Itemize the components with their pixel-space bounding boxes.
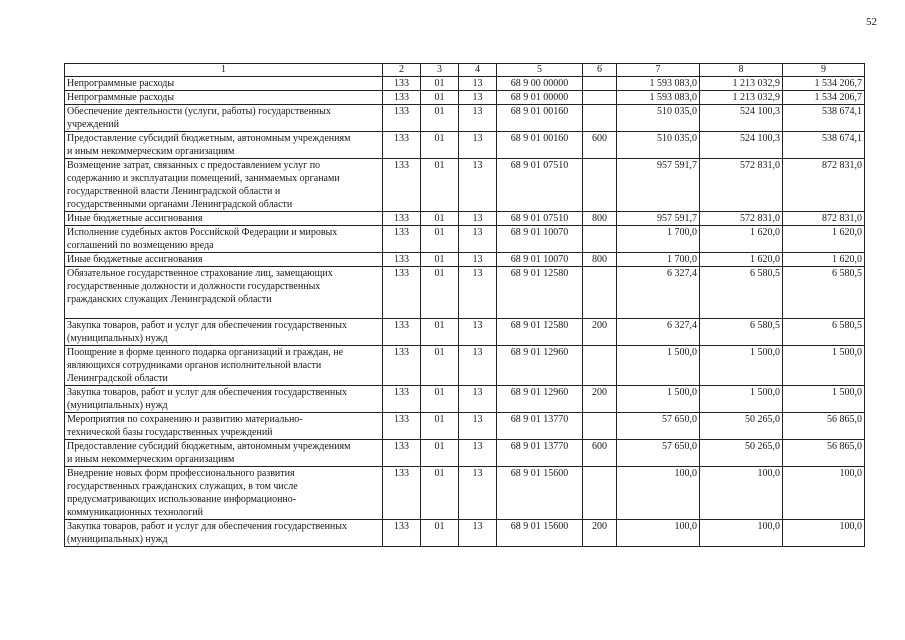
row-amount-col7-cell: 6 327,4 xyxy=(617,267,700,319)
table-row xyxy=(65,212,865,226)
row-amount-col8-cell: 524 100,3 xyxy=(700,132,783,159)
row-expense-type-cell xyxy=(583,346,617,386)
row-section-cell: 01 xyxy=(421,520,459,547)
table-row xyxy=(65,226,865,253)
row-amount-col9-cell: 100,0 xyxy=(783,467,865,520)
row-code-cell: 133 xyxy=(383,253,421,267)
row-code-cell: 133 xyxy=(383,386,421,413)
row-subsection-cell: 13 xyxy=(459,440,497,467)
row-target-article-cell: 68 9 01 07510 xyxy=(497,212,583,226)
row-subsection-cell: 13 xyxy=(459,132,497,159)
row-amount-col9-cell: 1 534 206,7 xyxy=(783,77,865,91)
row-target-article-cell: 68 9 01 12960 xyxy=(497,346,583,386)
row-section-cell: 01 xyxy=(421,267,459,319)
row-code-cell: 133 xyxy=(383,267,421,319)
row-amount-col7-cell: 1 593 083,0 xyxy=(617,91,700,105)
row-subsection-cell: 13 xyxy=(459,346,497,386)
row-amount-col8-cell: 1 620,0 xyxy=(700,253,783,267)
row-section-cell: 01 xyxy=(421,440,459,467)
budget-table xyxy=(64,63,865,547)
row-name-cell: Закупка товаров, работ и услуг для обеспечения государственных (муниципальных) нужд xyxy=(65,319,383,346)
column-header: 3 xyxy=(421,64,459,77)
row-section-cell: 01 xyxy=(421,319,459,346)
row-amount-col8-cell: 1 213 032,9 xyxy=(700,91,783,105)
row-subsection-cell: 13 xyxy=(459,467,497,520)
row-target-article-cell: 68 9 01 07510 xyxy=(497,159,583,212)
row-target-article-cell: 68 9 01 00160 xyxy=(497,132,583,159)
row-name-cell: Непрограммные расходы xyxy=(65,77,383,91)
table-row xyxy=(65,267,865,319)
row-expense-type-cell: 800 xyxy=(583,212,617,226)
row-amount-col9-cell: 1 500,0 xyxy=(783,386,865,413)
row-code-cell: 133 xyxy=(383,91,421,105)
row-amount-col9-cell: 538 674,1 xyxy=(783,105,865,132)
table-row xyxy=(65,346,865,386)
table-row xyxy=(65,413,865,440)
row-code-cell: 133 xyxy=(383,520,421,547)
row-subsection-cell: 13 xyxy=(459,77,497,91)
row-amount-col9-cell: 100,0 xyxy=(783,520,865,547)
row-target-article-cell: 68 9 01 12960 xyxy=(497,386,583,413)
row-amount-col7-cell: 1 700,0 xyxy=(617,253,700,267)
row-amount-col8-cell: 1 620,0 xyxy=(700,226,783,253)
row-amount-col8-cell: 6 580,5 xyxy=(700,267,783,319)
row-expense-type-cell: 800 xyxy=(583,253,617,267)
table-row xyxy=(65,91,865,105)
row-section-cell: 01 xyxy=(421,346,459,386)
row-name-cell: Иные бюджетные ассигнования xyxy=(65,212,383,226)
row-subsection-cell: 13 xyxy=(459,212,497,226)
row-amount-col8-cell: 572 831,0 xyxy=(700,159,783,212)
row-expense-type-cell xyxy=(583,91,617,105)
row-amount-col9-cell: 872 831,0 xyxy=(783,212,865,226)
row-section-cell: 01 xyxy=(421,467,459,520)
row-name-cell: Непрограммные расходы xyxy=(65,91,383,105)
row-section-cell: 01 xyxy=(421,212,459,226)
row-section-cell: 01 xyxy=(421,253,459,267)
row-subsection-cell: 13 xyxy=(459,267,497,319)
row-target-article-cell: 68 9 01 00160 xyxy=(497,105,583,132)
column-header: 5 xyxy=(497,64,583,77)
row-expense-type-cell: 200 xyxy=(583,520,617,547)
row-target-article-cell: 68 9 01 15600 xyxy=(497,520,583,547)
row-name-cell: Закупка товаров, работ и услуг для обеспечения государственных (муниципальных) нужд xyxy=(65,520,383,547)
row-section-cell: 01 xyxy=(421,91,459,105)
row-code-cell: 133 xyxy=(383,212,421,226)
row-name-cell: Обеспечение деятельности (услуги, работы) государственных учреждений xyxy=(65,105,383,132)
row-expense-type-cell xyxy=(583,159,617,212)
row-name-cell: Поощрение в форме ценного подарка организаций и граждан, не являющихся сотрудниками органов исполнительной власти Ленинградской области xyxy=(65,346,383,386)
table-row xyxy=(65,105,865,132)
row-code-cell: 133 xyxy=(383,346,421,386)
row-name-cell: Мероприятия по сохранению и развитию материально- технической базы государственных учреждений xyxy=(65,413,383,440)
row-amount-col7-cell: 57 650,0 xyxy=(617,440,700,467)
row-amount-col7-cell: 57 650,0 xyxy=(617,413,700,440)
row-target-article-cell: 68 9 01 13770 xyxy=(497,440,583,467)
row-name-cell: Возмещение затрат, связанных с предоставлением услуг по содержанию и эксплуатации помещений, занимаемых органами государственной власти Ленинградской области и государственными органами Ленинградской области xyxy=(65,159,383,212)
row-amount-col8-cell: 1 213 032,9 xyxy=(700,77,783,91)
column-header: 2 xyxy=(383,64,421,77)
row-amount-col9-cell: 872 831,0 xyxy=(783,159,865,212)
column-header: 9 xyxy=(783,64,865,77)
column-header: 1 xyxy=(65,64,383,77)
row-subsection-cell: 13 xyxy=(459,253,497,267)
row-code-cell: 133 xyxy=(383,413,421,440)
column-header: 7 xyxy=(617,64,700,77)
row-amount-col7-cell: 510 035,0 xyxy=(617,132,700,159)
table-row xyxy=(65,132,865,159)
table-row xyxy=(65,319,865,346)
row-subsection-cell: 13 xyxy=(459,91,497,105)
row-subsection-cell: 13 xyxy=(459,319,497,346)
row-amount-col9-cell: 6 580,5 xyxy=(783,319,865,346)
row-subsection-cell: 13 xyxy=(459,105,497,132)
column-header: 8 xyxy=(700,64,783,77)
row-amount-col9-cell: 6 580,5 xyxy=(783,267,865,319)
table-row xyxy=(65,253,865,267)
row-name-cell: Иные бюджетные ассигнования xyxy=(65,253,383,267)
row-amount-col9-cell: 56 865,0 xyxy=(783,413,865,440)
row-name-cell: Предоставление субсидий бюджетным, автономным учреждениям и иным некоммерческим организациям xyxy=(65,440,383,467)
row-amount-col9-cell: 1 534 206,7 xyxy=(783,91,865,105)
row-target-article-cell: 68 9 01 13770 xyxy=(497,413,583,440)
row-target-article-cell: 68 9 01 10070 xyxy=(497,226,583,253)
row-code-cell: 133 xyxy=(383,467,421,520)
row-amount-col8-cell: 1 500,0 xyxy=(700,386,783,413)
column-header: 6 xyxy=(583,64,617,77)
row-section-cell: 01 xyxy=(421,159,459,212)
row-amount-col9-cell: 1 500,0 xyxy=(783,346,865,386)
row-name-cell: Исполнение судебных актов Российской Федерации и мировых соглашений по возмещению вреда xyxy=(65,226,383,253)
row-section-cell: 01 xyxy=(421,77,459,91)
row-code-cell: 133 xyxy=(383,226,421,253)
row-amount-col8-cell: 100,0 xyxy=(700,467,783,520)
row-amount-col9-cell: 1 620,0 xyxy=(783,253,865,267)
row-amount-col8-cell: 572 831,0 xyxy=(700,212,783,226)
row-subsection-cell: 13 xyxy=(459,386,497,413)
header-row xyxy=(65,64,865,77)
row-amount-col7-cell: 510 035,0 xyxy=(617,105,700,132)
row-amount-col8-cell: 6 580,5 xyxy=(700,319,783,346)
table-row xyxy=(65,159,865,212)
row-target-article-cell: 68 9 01 00000 xyxy=(497,91,583,105)
row-section-cell: 01 xyxy=(421,386,459,413)
row-expense-type-cell xyxy=(583,77,617,91)
row-section-cell: 01 xyxy=(421,413,459,440)
row-expense-type-cell xyxy=(583,226,617,253)
row-target-article-cell: 68 9 00 00000 xyxy=(497,77,583,91)
row-expense-type-cell: 200 xyxy=(583,386,617,413)
row-amount-col9-cell: 538 674,1 xyxy=(783,132,865,159)
row-name-cell: Закупка товаров, работ и услуг для обеспечения государственных (муниципальных) нужд xyxy=(65,386,383,413)
row-amount-col7-cell: 1 500,0 xyxy=(617,346,700,386)
page-number: 52 xyxy=(866,16,877,28)
row-amount-col8-cell: 1 500,0 xyxy=(700,346,783,386)
row-amount-col8-cell: 50 265,0 xyxy=(700,413,783,440)
row-expense-type-cell: 600 xyxy=(583,440,617,467)
table-row xyxy=(65,520,865,547)
table-row xyxy=(65,440,865,467)
row-section-cell: 01 xyxy=(421,105,459,132)
row-subsection-cell: 13 xyxy=(459,226,497,253)
row-target-article-cell: 68 9 01 12580 xyxy=(497,319,583,346)
row-expense-type-cell xyxy=(583,413,617,440)
row-code-cell: 133 xyxy=(383,132,421,159)
row-code-cell: 133 xyxy=(383,77,421,91)
row-target-article-cell: 68 9 01 12580 xyxy=(497,267,583,319)
row-name-cell: Предоставление субсидий бюджетным, автономным учреждениям и иным некоммерческим организациям xyxy=(65,132,383,159)
row-target-article-cell: 68 9 01 10070 xyxy=(497,253,583,267)
row-amount-col8-cell: 100,0 xyxy=(700,520,783,547)
row-amount-col9-cell: 56 865,0 xyxy=(783,440,865,467)
row-subsection-cell: 13 xyxy=(459,520,497,547)
row-amount-col8-cell: 50 265,0 xyxy=(700,440,783,467)
row-amount-col7-cell: 6 327,4 xyxy=(617,319,700,346)
table-row xyxy=(65,77,865,91)
row-expense-type-cell xyxy=(583,105,617,132)
row-expense-type-cell xyxy=(583,467,617,520)
column-header: 4 xyxy=(459,64,497,77)
row-section-cell: 01 xyxy=(421,132,459,159)
row-amount-col7-cell: 957 591,7 xyxy=(617,159,700,212)
row-subsection-cell: 13 xyxy=(459,159,497,212)
row-code-cell: 133 xyxy=(383,319,421,346)
row-amount-col7-cell: 100,0 xyxy=(617,520,700,547)
row-amount-col7-cell: 1 500,0 xyxy=(617,386,700,413)
row-expense-type-cell: 200 xyxy=(583,319,617,346)
row-amount-col9-cell: 1 620,0 xyxy=(783,226,865,253)
row-amount-col7-cell: 1 593 083,0 xyxy=(617,77,700,91)
table-row xyxy=(65,467,865,520)
row-code-cell: 133 xyxy=(383,440,421,467)
row-subsection-cell: 13 xyxy=(459,413,497,440)
row-code-cell: 133 xyxy=(383,159,421,212)
row-expense-type-cell: 600 xyxy=(583,132,617,159)
row-name-cell: Обязательное государственное страхование лиц, замещающих государственные должности и должности государственных гражданских служащих Ленинградской области xyxy=(65,267,383,319)
table-row xyxy=(65,386,865,413)
row-section-cell: 01 xyxy=(421,226,459,253)
row-target-article-cell: 68 9 01 15600 xyxy=(497,467,583,520)
row-code-cell: 133 xyxy=(383,105,421,132)
row-amount-col7-cell: 100,0 xyxy=(617,467,700,520)
row-amount-col7-cell: 957 591,7 xyxy=(617,212,700,226)
row-name-cell: Внедрение новых форм профессионального развития государственных гражданских служащих, в том числе предусматривающих использование информационно- коммуникационных технологий xyxy=(65,467,383,520)
row-amount-col7-cell: 1 700,0 xyxy=(617,226,700,253)
row-expense-type-cell xyxy=(583,267,617,319)
row-amount-col8-cell: 524 100,3 xyxy=(700,105,783,132)
